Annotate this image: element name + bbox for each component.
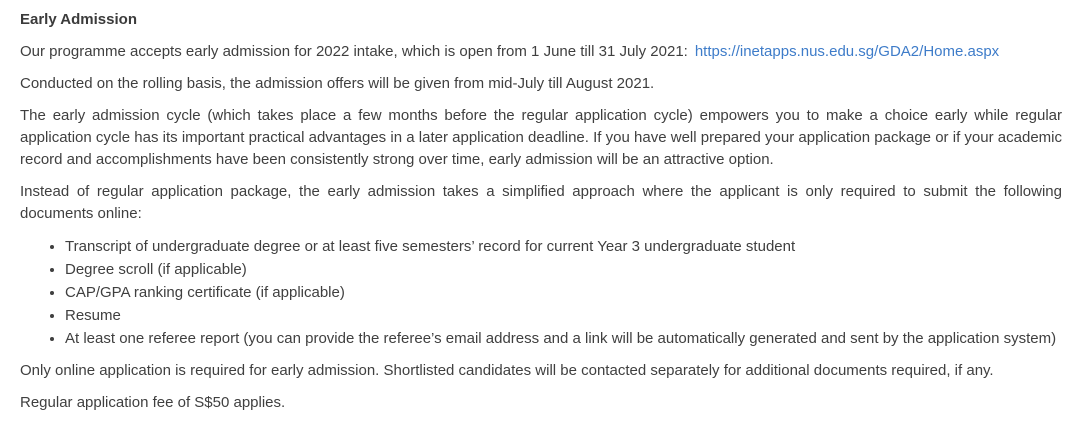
paragraph-application-fee: Regular application fee of S$50 applies. xyxy=(20,394,286,411)
page-title: Early Admission xyxy=(20,11,137,28)
list-item-degree-scroll: • Degree scroll (if applicable) xyxy=(65,258,1062,281)
paragraph-online-only: Only online application is required for early admission. Shortlisted candidates will be contacted separately for additional documents required, if any. xyxy=(20,362,994,379)
paragraph-documents-intro: Instead of regular application package, the early admission takes a simplified approach where the applicant is only required to submit the following documents online: xyxy=(20,183,1062,222)
intake-text: Our programme accepts early admission for 2022 intake, which is open from 1 June till 31 July 2021: xyxy=(20,43,688,60)
list-item-referee-report: • At least one referee report (you can provide the referee’s email address and a link will be automatically generated and sent by the application system) xyxy=(65,327,1062,350)
paragraph-early-cycle: The early admission cycle (which takes place a few months before the regular application cycle) empowers you to make a choice early while regular application cycle has its important practical advantages in a later application deadline. If you have well prepared your application package or if your academic record and accomplishments have been consistently strong over time, early admission will be an attractive option. xyxy=(20,107,1062,168)
paragraph-intake xyxy=(20,41,1062,63)
paragraph-rolling-basis: Conducted on the rolling basis, the admission offers will be given from mid-July till August 2021. xyxy=(20,75,655,92)
list-item-transcript: • Transcript of undergraduate degree or at least five semesters’ record for current Year 3 undergraduate student xyxy=(65,235,1062,258)
list-item-resume: • Resume xyxy=(65,304,1062,327)
list-item-cap-gpa: • CAP/GPA ranking certificate (if applicable) xyxy=(65,281,1062,304)
application-portal-link[interactable]: https://inetapps.nus.edu.sg/GDA2/Home.aspx xyxy=(694,43,1000,60)
required-documents-list xyxy=(20,235,1062,350)
